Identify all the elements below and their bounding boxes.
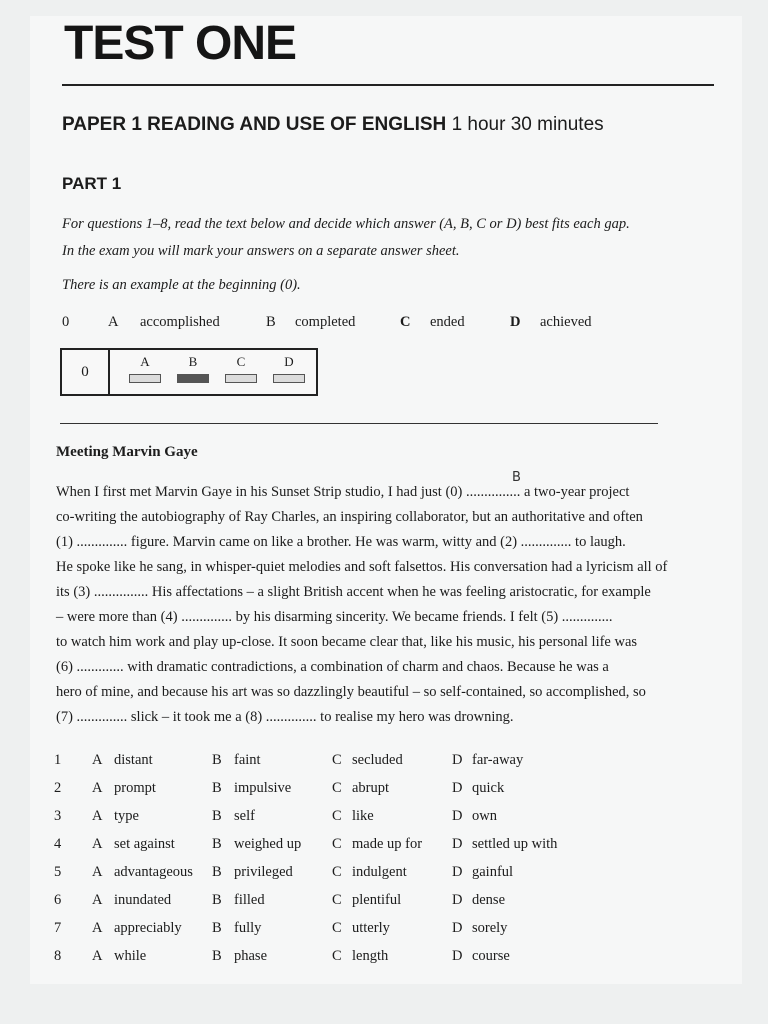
question-number: 6: [54, 892, 62, 908]
example-letter: D: [510, 314, 521, 330]
question-number: 8: [54, 948, 62, 964]
paper-heading: [62, 114, 604, 136]
question-row: [54, 948, 694, 976]
paper-heading-label: PAPER 1 READING AND USE OF ENGLISH: [62, 114, 447, 135]
example-option-text: ended: [430, 314, 465, 330]
question-number: 2: [54, 780, 62, 796]
question-number: 7: [54, 920, 62, 936]
option-c: length: [352, 948, 389, 964]
option-b: phase: [234, 948, 268, 964]
question-row: [54, 836, 694, 864]
option-a: prompt: [114, 780, 156, 796]
passage-line: its (3) ............... His affectations – a slight British accent when he was feeling aristocratic, for example: [56, 584, 651, 600]
option-letter: B: [212, 836, 222, 852]
option-letter: C: [332, 780, 342, 796]
answer-grid-option-a: [128, 354, 162, 383]
answer-grid-option-c: [224, 354, 258, 383]
answer-grid-letter: B: [188, 354, 198, 369]
option-a: distant: [114, 752, 153, 768]
option-d: course: [472, 948, 510, 964]
option-letter: A: [92, 752, 103, 768]
question-row: [54, 864, 694, 892]
option-letter: C: [332, 808, 342, 824]
question-row: [54, 920, 694, 948]
option-b: filled: [234, 892, 265, 908]
paper-duration: 1 hour 30 minutes: [451, 114, 604, 135]
option-c: utterly: [352, 920, 390, 936]
title-divider: [62, 84, 714, 86]
option-letter: A: [92, 892, 103, 908]
part-title: PART 1: [62, 174, 122, 193]
answer-grid-option-b: [176, 354, 210, 383]
option-letter: C: [332, 892, 342, 908]
option-d: sorely: [472, 920, 508, 936]
passage-line: (6) ............. with dramatic contradictions, a combination of charm and chaos. Because he was a: [56, 659, 609, 675]
option-letter: C: [332, 752, 342, 768]
option-d: settled up with: [472, 836, 558, 852]
answer-grid-option-d: [272, 354, 306, 383]
option-letter: A: [92, 920, 103, 936]
option-letter: C: [332, 920, 342, 936]
instruction-line: In the exam you will mark your answers on a separate answer sheet.: [62, 243, 460, 259]
answer-lozenge-filled: [177, 374, 209, 383]
passage-line: When I first met Marvin Gaye in his Sunset Strip studio, I had just (0) ............... a two-year project: [56, 484, 630, 500]
option-b: privileged: [234, 864, 293, 880]
option-letter: A: [92, 948, 103, 964]
answer-grid-letter: D: [284, 354, 294, 369]
option-letter: D: [452, 864, 463, 880]
question-row: [54, 808, 694, 836]
answer-lozenge: [129, 374, 161, 383]
option-b: fully: [234, 920, 262, 936]
answer-lozenge: [273, 374, 305, 383]
option-letter: D: [452, 780, 463, 796]
option-letter: D: [452, 836, 463, 852]
option-letter: D: [452, 808, 463, 824]
option-c: made up for: [352, 836, 423, 852]
exam-page: [30, 16, 742, 984]
option-letter: A: [92, 780, 103, 796]
answer-grid-letter: A: [140, 354, 150, 369]
option-letter: C: [332, 948, 342, 964]
example-letter: B: [266, 314, 276, 330]
option-letter: B: [212, 808, 222, 824]
option-a: type: [114, 808, 139, 824]
option-letter: B: [212, 948, 222, 964]
option-a: inundated: [114, 892, 172, 908]
question-number: 4: [54, 836, 62, 852]
option-a: set against: [114, 836, 175, 852]
example-option-text: achieved: [540, 314, 592, 330]
option-d: gainful: [472, 864, 514, 880]
option-b: faint: [234, 752, 261, 768]
option-d: own: [472, 808, 497, 824]
option-letter: B: [212, 752, 222, 768]
passage-line: – were more than (4) .............. by his disarming sincerity. We became friends. I felt (5) ..............: [56, 609, 613, 625]
option-letter: A: [92, 808, 103, 824]
option-d: dense: [472, 892, 506, 908]
option-c: like: [352, 808, 374, 824]
section-divider: [60, 423, 658, 424]
example-instruction: There is an example at the beginning (0).: [62, 277, 301, 293]
option-letter: B: [212, 864, 222, 880]
instruction-line: For questions 1–8, read the text below and decide which answer (A, B, C or D) best fits each gap.: [62, 216, 630, 232]
question-row: [54, 752, 694, 780]
option-c: indulgent: [352, 864, 407, 880]
option-letter: A: [92, 836, 103, 852]
answer-grid-number: 0: [62, 350, 110, 394]
option-b: impulsive: [234, 780, 292, 796]
example-number: 0: [62, 314, 70, 330]
option-b: weighed up: [234, 836, 302, 852]
question-row: [54, 892, 694, 920]
question-number: 5: [54, 864, 62, 880]
option-c: plentiful: [352, 892, 402, 908]
option-b: self: [234, 808, 255, 824]
option-letter: B: [212, 780, 222, 796]
option-a: while: [114, 948, 147, 964]
passage-line: He spoke like he sang, in whisper-quiet melodies and soft falsettos. His conversation had a lyricism all of: [56, 559, 668, 575]
passage-line: (1) .............. figure. Marvin came on like a brother. He was warm, witty and (2) .............. to laugh.: [56, 534, 626, 550]
option-c: abrupt: [352, 780, 390, 796]
option-d: quick: [472, 780, 505, 796]
question-number: 1: [54, 752, 62, 768]
option-a: appreciably: [114, 920, 182, 936]
test-title: TEST ONE: [64, 17, 297, 70]
option-letter: C: [332, 836, 342, 852]
example-option-text: completed: [295, 314, 356, 330]
example-answer-grid: [60, 348, 318, 396]
option-letter: D: [452, 948, 463, 964]
option-letter: D: [452, 892, 463, 908]
passage-line: co-writing the autobiography of Ray Charles, an inspiring collaborator, but an authoritative and often: [56, 509, 643, 525]
example-letter: C: [400, 314, 411, 330]
option-letter: A: [92, 864, 103, 880]
passage-line: hero of mine, and because his art was so dazzlingly beautiful – so self-contained, so accomplished, so: [56, 684, 646, 700]
answer-grid-letter: C: [236, 354, 246, 369]
example-letter: A: [108, 314, 119, 330]
option-a: advantageous: [114, 864, 193, 880]
question-row: [54, 780, 694, 808]
option-letter: C: [332, 864, 342, 880]
option-letter: D: [452, 920, 463, 936]
passage-line: to watch him work and play up-close. It soon became clear that, like his music, his personal life was: [56, 634, 638, 650]
passage-line: (7) .............. slick – it took me a (8) .............. to realise my hero was drowning.: [56, 709, 514, 725]
handwritten-answer: B: [512, 470, 521, 485]
question-number: 3: [54, 808, 62, 824]
option-d: far-away: [472, 752, 524, 768]
answer-lozenge: [225, 374, 257, 383]
example-option-text: accomplished: [140, 314, 220, 330]
passage-title: Meeting Marvin Gaye: [56, 444, 198, 460]
option-letter: B: [212, 892, 222, 908]
option-c: secluded: [352, 752, 403, 768]
option-letter: D: [452, 752, 463, 768]
option-letter: B: [212, 920, 222, 936]
